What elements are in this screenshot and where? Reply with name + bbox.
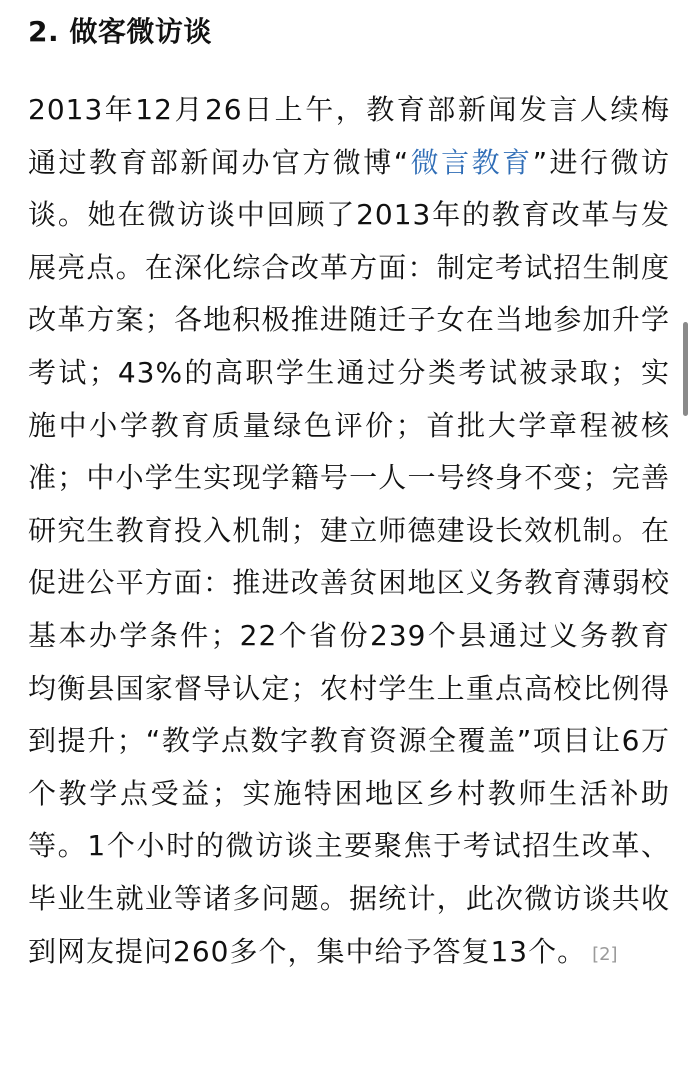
weibo-account-link[interactable]: 微言教育 [409,145,533,179]
vertical-scrollbar[interactable] [680,0,690,1089]
article-text-part-2: ”进行微访谈。她在微访谈中回顾了2013年的教育改革与发展亮点。在深化综合改革方面：制定考试招生制度改革方案；各地积极推进随迁子女在当地参加升学考试；43%的高职学生通过分类考试被录取；实施中小学教育质量绿色评价；首批大学章程被核准；中小学生实现学籍号一人一号终身不变；完善研究生教育投入机制；建立师德建设长效机制。在促进公平方面：推进改善贫困地区义务教育薄弱校基本办学条件；22个省份239个县通过义务教育均衡县国家督导认定；农村学生上重点高校比例得到提升；“教学点数字教育资源全覆盖”项目让6万个教学点受益；实施特困地区乡村教师生活补助等。1个小时的微访谈主要聚焦于考试招生改革、毕业生就业等诸多问题。据统计，此次微访谈共收到网友提问260多个，集中给予答复13个。 [28,145,670,968]
section-title: 2. 做客微访谈 [28,15,212,48]
article-paragraph [28,84,670,981]
article-text-part-1: 2013年12月26日上午，教育部新闻发言人续梅通过教育部新闻办官方微博“ [28,93,670,179]
scrollbar-thumb[interactable] [683,322,688,416]
citation-reference[interactable]: [2] [592,943,618,965]
